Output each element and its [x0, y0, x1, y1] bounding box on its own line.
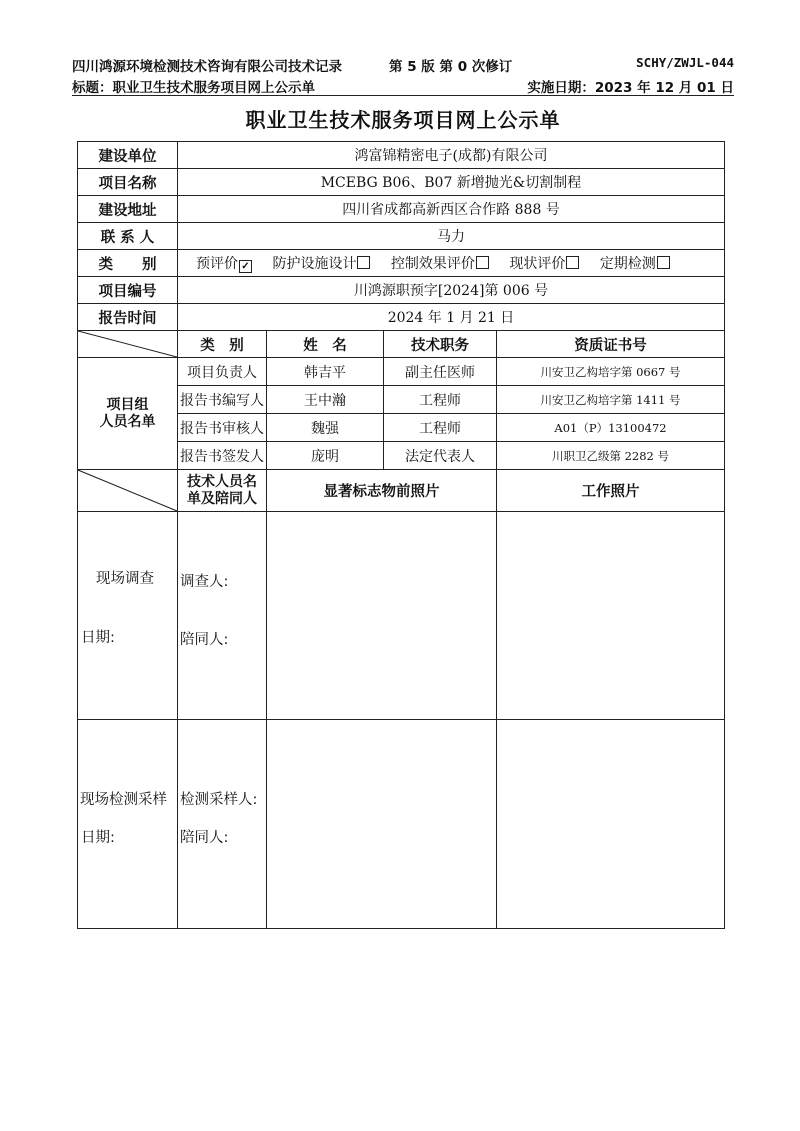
- category-options: [178, 250, 725, 277]
- staff-cert: 川安卫乙构培字第 0667 号: [497, 358, 725, 386]
- staff-cert: 川职卫乙级第 2282 号: [497, 442, 725, 470]
- photo-header-row: [78, 470, 725, 512]
- row-contact: [78, 223, 725, 250]
- site-survey-date-label: 日期:: [81, 630, 115, 646]
- staff-header-row: [78, 331, 725, 358]
- row-project-name: [78, 169, 725, 196]
- site-survey-title: 现场调查: [96, 571, 154, 587]
- category-option-control-evaluation[interactable]: 控制效果评价: [391, 256, 489, 272]
- staff-title: 副主任医师: [384, 358, 497, 386]
- sampling-escort-label: 陪同人:: [180, 830, 229, 846]
- staff-row: [78, 358, 725, 386]
- project-number-label: 项目编号: [78, 277, 178, 304]
- survey-landmark-photo-slot: [267, 512, 497, 720]
- category-option-pre-evaluation[interactable]: 预评价 ✓: [196, 256, 252, 272]
- sampler-label: 检测采样人:: [180, 792, 258, 808]
- header-divider: [72, 95, 734, 96]
- site-sampling-row: [78, 720, 725, 929]
- page-title: 职业卫生技术服务项目网上公示单: [245, 108, 561, 132]
- staff-role: 报告书审核人: [178, 414, 267, 442]
- staff-cert: A01（P）13100472: [497, 414, 725, 442]
- staff-name: 韩吉平: [267, 358, 384, 386]
- checkbox-icon[interactable]: [357, 256, 370, 269]
- staff-role: 项目负责人: [178, 358, 267, 386]
- report-time-label: 报告时间: [78, 304, 178, 331]
- unit-value: 鸿富锦精密电子(成都)有限公司: [178, 142, 725, 169]
- company-record-title: 四川鸿源环境检测技术咨询有限公司技术记录: [72, 59, 342, 75]
- disclosure-form: [77, 141, 725, 929]
- survey-escort-label: 陪同人:: [180, 632, 229, 648]
- address-label: 建设地址: [78, 196, 178, 223]
- checkbox-icon[interactable]: [566, 256, 579, 269]
- site-sampling-cell: [78, 720, 178, 929]
- landmark-photo-header: 显著标志物前照片: [267, 470, 497, 512]
- staff-name: 魏强: [267, 414, 384, 442]
- staff-group-label: 项目组 人员名单: [78, 358, 178, 470]
- staff-title: 工程师: [384, 386, 497, 414]
- version-label: 第 5 版 第 0 次修订: [389, 59, 513, 75]
- row-address: [78, 196, 725, 223]
- project-name-value: MCEBG B06、B07 新增抛光&切割制程: [178, 169, 725, 196]
- staff-header-category: 类 别: [178, 331, 267, 358]
- row-unit: [78, 142, 725, 169]
- project-name-label: 项目名称: [78, 169, 178, 196]
- site-sampling-title: 现场检测采样: [80, 792, 167, 808]
- contact-value: 马力: [178, 223, 725, 250]
- sampling-landmark-photo-slot: [267, 720, 497, 929]
- work-photo-header: 工作照片: [497, 470, 725, 512]
- project-number-value: 川鸿源职预字[2024]第 006 号: [178, 277, 725, 304]
- row-category: [78, 250, 725, 277]
- site-survey-row: [78, 512, 725, 720]
- category-label: 类 别: [78, 250, 178, 277]
- site-sampling-date-label: 日期:: [81, 830, 115, 846]
- survey-work-photo-slot: [497, 512, 725, 720]
- row-project-number: [78, 277, 725, 304]
- staff-role: 报告书编写人: [178, 386, 267, 414]
- checkbox-checked-icon[interactable]: ✓: [239, 260, 252, 273]
- site-survey-people-cell: [178, 512, 267, 720]
- category-option-status-evaluation[interactable]: 现状评价: [509, 256, 579, 272]
- address-value: 四川省成都高新西区合作路 888 号: [178, 196, 725, 223]
- staff-title: 工程师: [384, 414, 497, 442]
- header-row-1: [72, 55, 734, 73]
- document-subject: 标题：职业卫生技术服务项目网上公示单: [72, 80, 315, 96]
- contact-label: 联 系 人: [78, 223, 178, 250]
- staff-role: 报告书签发人: [178, 442, 267, 470]
- diagonal-cell: [78, 331, 178, 358]
- category-option-periodic-testing[interactable]: 定期检测: [600, 256, 670, 272]
- checkbox-icon[interactable]: [657, 256, 670, 269]
- diagonal-cell: [78, 470, 178, 512]
- diagonal-line: [78, 470, 177, 511]
- effective-date: 实施日期：2023 年 12 月 01 日: [527, 80, 734, 96]
- header-row-2: [72, 76, 734, 94]
- checkbox-icon[interactable]: [476, 256, 489, 269]
- staff-name: 庞明: [267, 442, 384, 470]
- staff-header-name: 姓 名: [267, 331, 384, 358]
- staff-cert: 川安卫乙构培字第 1411 号: [497, 386, 725, 414]
- site-sampling-people-cell: [178, 720, 267, 929]
- surveyor-label: 调查人:: [180, 574, 229, 590]
- staff-title: 法定代表人: [384, 442, 497, 470]
- report-time-value: 2024 年 1 月 21 日: [178, 304, 725, 331]
- staff-header-cert: 资质证书号: [497, 331, 725, 358]
- site-survey-cell: [78, 512, 178, 720]
- document-code: SCHY/ZWJL-044: [636, 55, 734, 70]
- sampling-work-photo-slot: [497, 720, 725, 929]
- tech-staff-header: 技术人员名 单及陪同人: [178, 470, 267, 512]
- staff-name: 王中瀚: [267, 386, 384, 414]
- diagonal-line: [78, 331, 177, 357]
- row-report-time: [78, 304, 725, 331]
- staff-header-title: 技术职务: [384, 331, 497, 358]
- category-option-protection-design[interactable]: 防护设施设计: [272, 256, 370, 272]
- unit-label: 建设单位: [78, 142, 178, 169]
